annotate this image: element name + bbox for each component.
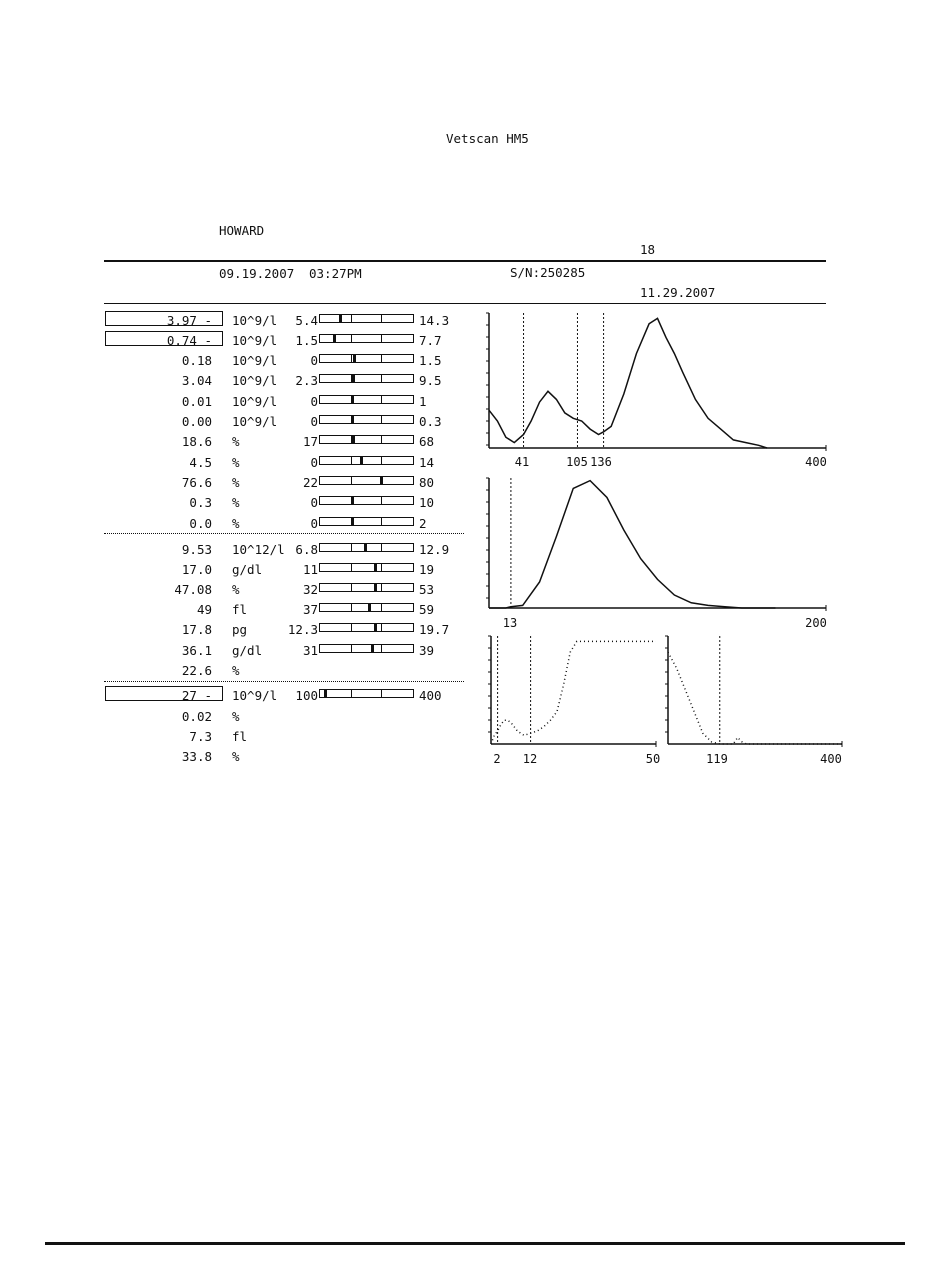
tick-label: 13: [502, 616, 518, 630]
result-value: 17.0: [181, 562, 212, 577]
result-unit: %: [232, 434, 240, 449]
range-high: 9.5: [419, 373, 442, 388]
range-high: 2: [419, 516, 427, 531]
serial-number: S/N:250285: [510, 265, 586, 280]
result-value: 9.53: [181, 542, 212, 557]
tick-label: 12: [522, 752, 538, 766]
result-value: 27 -: [181, 688, 212, 703]
range-low: 6.8: [295, 542, 318, 557]
test-date: 09.19.2007: [219, 266, 295, 281]
result-value: 17.8: [181, 622, 212, 637]
device-title: Vetscan HM5: [446, 131, 529, 146]
result-value: 76.6: [181, 475, 212, 490]
range-low: 1.5: [295, 333, 318, 348]
result-unit: %: [232, 495, 240, 510]
result-unit: fl: [232, 729, 248, 744]
range-high: 53: [419, 582, 435, 597]
range-low: 17: [302, 434, 318, 449]
result-unit: 10^9/l: [232, 373, 278, 388]
tick-label: 400: [820, 752, 842, 766]
histogram-curve: [491, 641, 656, 744]
result-value: 0.0: [189, 516, 212, 531]
range-high: 59: [419, 602, 435, 617]
tick-label: 105: [566, 455, 588, 469]
range-high: 14: [419, 455, 435, 470]
result-unit: %: [232, 475, 240, 490]
range-low: 5.4: [295, 313, 318, 328]
result-unit: %: [232, 516, 240, 531]
range-high: 80: [419, 475, 435, 490]
result-unit: pg: [232, 622, 248, 637]
range-low: 100: [295, 688, 318, 703]
result-unit: 10^9/l: [232, 414, 278, 429]
tick-label: 400: [805, 455, 827, 469]
result-value: 22.6: [181, 663, 212, 678]
footer-rule: [45, 1242, 905, 1245]
result-unit: %: [232, 455, 240, 470]
range-high: 12.9: [419, 542, 450, 557]
result-unit: %: [232, 709, 240, 724]
range-high: 400: [419, 688, 442, 703]
range-low: 32: [302, 582, 318, 597]
range-high: 39: [419, 643, 435, 658]
result-value: 0.3: [189, 495, 212, 510]
range-high: 19.7: [419, 622, 450, 637]
range-low: 12.3: [287, 622, 318, 637]
result-value: 3.04: [181, 373, 212, 388]
tick-label: 41: [514, 455, 530, 469]
sample-id: 18: [640, 242, 656, 257]
result-value: 18.6: [181, 434, 212, 449]
range-low: 0: [310, 394, 318, 409]
range-low: 0: [310, 516, 318, 531]
range-high: 7.7: [419, 333, 442, 348]
tick-label: 2: [493, 752, 501, 766]
result-unit: 10^9/l: [232, 353, 278, 368]
result-unit: %: [232, 749, 240, 764]
range-low: 31: [302, 643, 318, 658]
range-low: 0: [310, 353, 318, 368]
range-low: 0: [310, 495, 318, 510]
tick-label: 200: [805, 616, 827, 630]
range-low: 11: [302, 562, 318, 577]
result-value: 33.8: [181, 749, 212, 764]
result-unit: 10^9/l: [232, 333, 278, 348]
result-unit: 10^9/l: [232, 394, 278, 409]
range-low: 22: [302, 475, 318, 490]
result-unit: 10^12/l: [232, 542, 285, 557]
result-value: 4.5: [189, 455, 212, 470]
tick-label: 119: [706, 752, 728, 766]
result-value: 0.74 -: [166, 333, 212, 348]
result-unit: g/dl: [232, 562, 263, 577]
result-unit: %: [232, 663, 240, 678]
result-unit: 10^9/l: [232, 688, 278, 703]
tick-label: 50: [645, 752, 661, 766]
result-value: 3.97 -: [166, 313, 212, 328]
result-value: 36.1: [181, 643, 212, 658]
result-value: 0.01: [181, 394, 212, 409]
histogram-curve: [489, 318, 767, 448]
test-time: 03:27PM: [309, 266, 362, 281]
patient-name: HOWARD: [219, 223, 265, 238]
range-high: 0.3: [419, 414, 442, 429]
result-value: 47.08: [174, 582, 212, 597]
range-high: 19: [419, 562, 435, 577]
result-unit: g/dl: [232, 643, 263, 658]
range-high: 10: [419, 495, 435, 510]
range-low: 0: [310, 455, 318, 470]
result-value: 49: [196, 602, 212, 617]
range-low: 0: [310, 414, 318, 429]
histogram-curve: [668, 652, 842, 744]
range-low: 2.3: [295, 373, 318, 388]
range-high: 68: [419, 434, 435, 449]
result-value: 0.02: [181, 709, 212, 724]
result-value: 0.00: [181, 414, 212, 429]
result-unit: fl: [232, 602, 248, 617]
calibration-date: 11.29.2007: [640, 285, 716, 300]
result-unit: %: [232, 582, 240, 597]
result-value: 7.3: [189, 729, 212, 744]
tick-label: 136: [590, 455, 612, 469]
histogram-curve: [489, 481, 775, 608]
result-unit: 10^9/l: [232, 313, 278, 328]
result-value: 0.18: [181, 353, 212, 368]
range-high: 1.5: [419, 353, 442, 368]
range-low: 37: [302, 602, 318, 617]
range-high: 14.3: [419, 313, 450, 328]
range-high: 1: [419, 394, 427, 409]
